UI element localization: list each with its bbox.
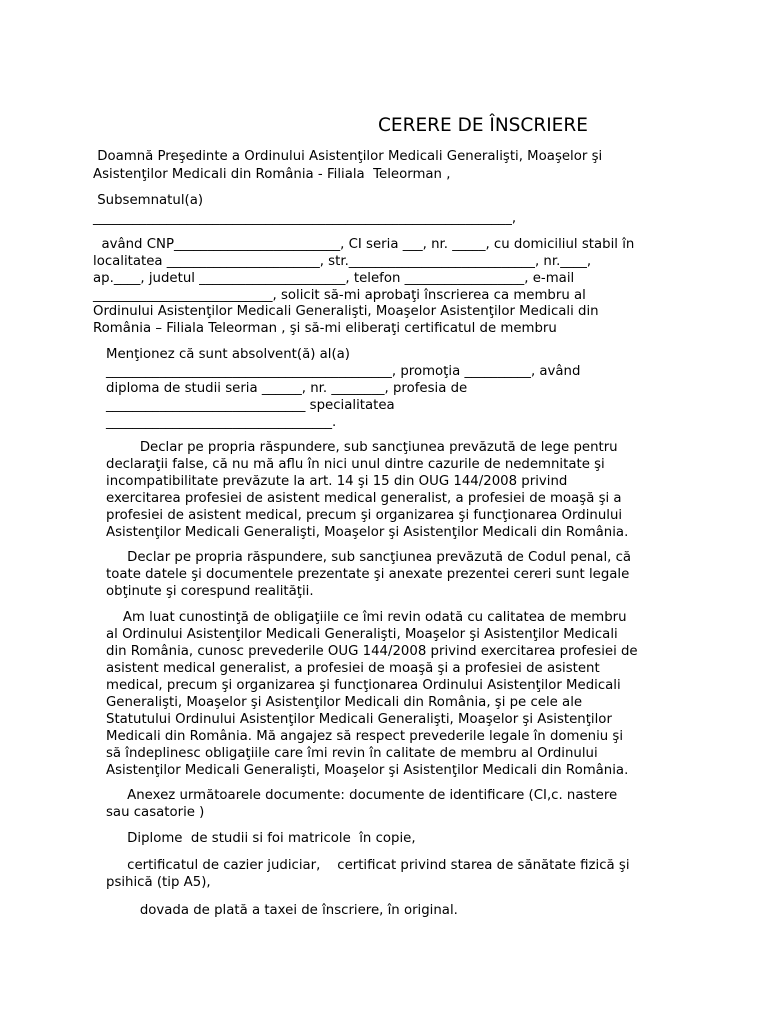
- education-line: __________________________________.: [106, 415, 337, 430]
- declaration-2-line: obţinute şi corespund realităţii.: [106, 584, 314, 599]
- education-line: ___________________________________________, promoţia __________, având: [106, 364, 581, 379]
- certificates-line: psihică (tip A5),: [106, 875, 211, 890]
- applicant-line: localitatea _______________________, str.____________________________, nr.____,: [93, 254, 592, 269]
- obligations-line: al Ordinului Asistenţilor Medicali Generalişti, Moaşelor şi Asistenţilor Medicali: [106, 627, 618, 642]
- obligations-line: Statutului Ordinului Asistenţilor Medicali Generalişti, Moaşelor şi Asistenţilor: [106, 712, 612, 727]
- attachments-line: Anexez următoarele documente: documente de identificare (CI,c. nastere: [106, 788, 618, 803]
- obligations-line: să îndeplinesc obligaţiile care îmi revin în calitate de membru al Ordinului: [106, 746, 598, 761]
- applicant-line: ___________________________, solicit să-mi aprobaţi înscrierea ca membru al: [93, 288, 586, 303]
- declaration-2-line: Declar pe propria răspundere, sub sancţiunea prevăzută de Codul penal, că: [106, 550, 632, 565]
- obligations-line: medical, precum şi organizarea şi funcţionarea Ordinului Asistenţilor Medicali: [106, 678, 621, 693]
- applicant-line: _______________________________________________________________,: [93, 211, 517, 226]
- obligations-line: Generalişti, Moaşelor şi Asistenţilor Medicali din România, şi pe cele ale: [106, 695, 583, 710]
- declaration-1-line: profesiei de asistent medical, precum şi organizarea şi funcţionarea Ordinului: [106, 508, 623, 523]
- attachments-line: sau casatorie ): [106, 805, 205, 820]
- obligations-line: Am luat cunostinţă de obligaţiile ce îmi revin odată cu calitatea de membru: [106, 610, 627, 625]
- obligations-line: din România, cunosc prevederile OUG 144/2008 privind exercitarea profesiei de: [106, 644, 638, 659]
- certificates-line: certificatul de cazier judiciar, certificat privind starea de sănătate fizică şi: [106, 858, 630, 873]
- applicant-line: ap.____, judetul ______________________, telefon __________________, e-mail: [93, 271, 575, 286]
- education-line: ______________________________ specialitatea: [106, 398, 395, 413]
- declaration-1-line: incompatibilitate prevăzute la art. 14 şi 15 din OUG 144/2008 privind: [106, 474, 568, 489]
- education-line: Menţionez că sunt absolvent(ă) al(a): [106, 347, 350, 362]
- address-line: Asistenţilor Medicali din România - Filiala Teleorman ,: [93, 167, 451, 182]
- applicant-line: Ordinului Asistenţilor Medicali Generalişti, Moaşelor Asistenţilor Medicali din: [93, 304, 599, 319]
- obligations-line: Medicali din România. Mă angajez să respect prevederile legale în domeniu şi: [106, 729, 624, 744]
- diplomas-line: Diplome de studii si foi matricole în copie,: [106, 831, 416, 846]
- obligations-line: asistent medical generalist, a profesiei de moaşă şi a profesiei de asistent: [106, 661, 600, 676]
- applicant-line: având CNP_________________________, CI seria ___, nr. _____, cu domiciliul stabil în: [93, 237, 635, 252]
- declaration-2-line: toate datele şi documentele prezentate şi anexate prezentei cereri sunt legale: [106, 567, 630, 582]
- declaration-1-line: Asistenţilor Medicali Generalişti, Moaşelor şi Asistenţilor Medicali din România.: [106, 525, 629, 540]
- applicant-line: România – Filiala Teleorman , şi să-mi eliberaţi certificatul de membru: [93, 321, 557, 336]
- declaration-1-line: Declar pe propria răspundere, sub sancţiunea prevăzută de lege pentru: [106, 440, 618, 455]
- declaration-1-line: declaraţii false, că nu mă aflu în nici unul dintre cazurile de nedemnitate şi: [106, 457, 605, 472]
- address-line: Doamnă Preşedinte a Ordinului Asistenţilor Medicali Generalişti, Moaşelor şi: [93, 149, 603, 164]
- fee-line: dovada de plată a taxei de înscriere, în original.: [106, 903, 458, 918]
- declaration-1-line: exercitarea profesiei de asistent medical generalist, a profesiei de moaşă şi a: [106, 491, 622, 506]
- applicant-line: Subsemnatul(a): [93, 193, 204, 208]
- obligations-line: Asistenţilor Medicali Generalişti, Moaşelor şi Asistenţilor Medicali din România.: [106, 763, 629, 778]
- document-title: CERERE DE ÎNSCRIERE: [378, 115, 588, 136]
- education-line: diploma de studii seria ______, nr. ________, profesia de: [106, 381, 468, 396]
